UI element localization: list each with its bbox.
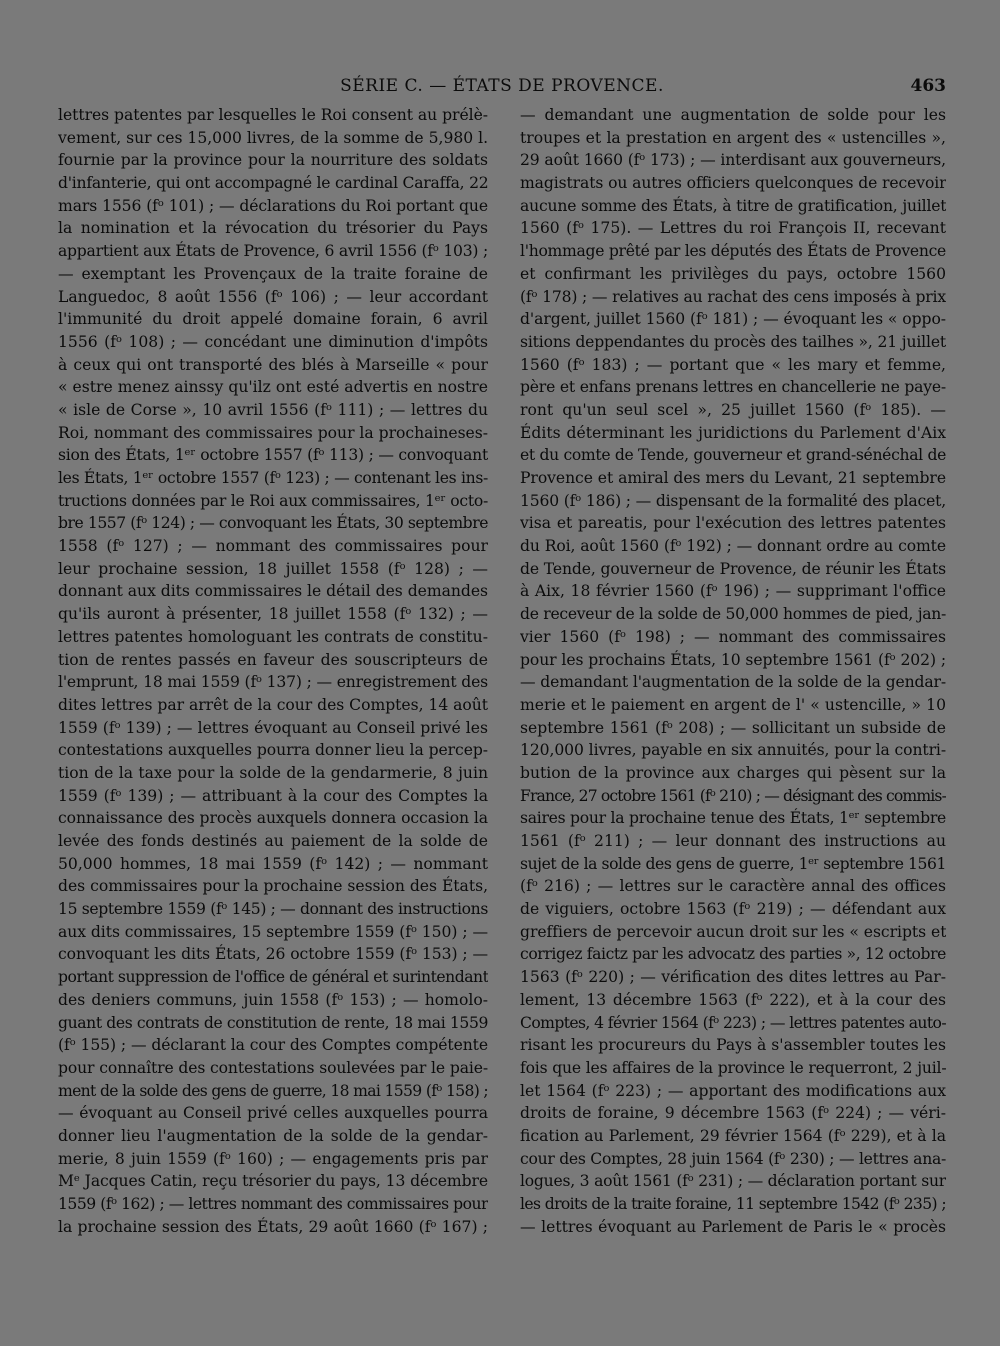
left-text-column [58,104,488,1238]
text-line: 1560 (fᵒ 186) ; — dispensant de la formalité des placet, [520,491,946,510]
text-line: vement, sur ces 15,000 livres, de la somme de 5,980 l. [58,128,488,147]
text-line: Provence et amiral des mers du Levant, 21 septembre [520,469,946,487]
text-line: 1563 (fᵒ 220) ; — vérification des dites lettres au Par- [520,968,946,987]
text-line: fication au Parlement, 29 février 1564 (fᵒ 229), et à la [520,1126,946,1145]
text-line: des deniers communs, juin 1558 (fᵒ 153) ; — homolo- [58,990,488,1009]
text-line: bre 1557 (fᵒ 124) ; — convoquant les États, 30 septembre [58,514,488,533]
text-line: — demandant l'augmentation de la solde de la gendar- [520,673,946,692]
text-line: appartient aux États de Provence, 6 avril 1556 (fᵒ 103) ; [58,242,488,261]
text-line: 1559 (fᵒ 139) ; — attribuant à la cour des Comptes la [58,786,488,805]
text-line: de receveur de la solde de 50,000 hommes de pied, jan- [520,605,946,624]
page-header [58,76,946,100]
text-line: l'emprunt, 18 mai 1559 (fᵒ 137) ; — enregistrement des [58,673,488,692]
text-line: sion des États, 1ᵉʳ octobre 1557 (fᵒ 113) ; — convoquant [58,446,488,465]
text-line: bution de la province aux charges qui pèsent sur la [520,763,946,782]
text-line: du Roi, août 1560 (fᵒ 192) ; — donnant ordre au comte [520,537,946,556]
text-line: à ceux qui ont transporté des blés à Marseille « pour [58,355,488,374]
text-line: septembre 1561 (fᵒ 208) ; — sollicitant un subside de [520,718,946,737]
text-line: aux dits commissaires, 15 septembre 1559 (fᵒ 150) ; — [58,922,488,941]
text-line: d'argent, juillet 1560 (fᵒ 181) ; — évoquant les « oppo- [520,310,946,329]
text-line: « isle de Corse », 10 avril 1556 (fᵒ 111) ; — lettres du [58,400,488,419]
text-line: la prochaine session des États, 29 août 1660 (fᵒ 167) ; [58,1217,488,1236]
column-divider [505,104,506,1244]
text-line: 50,000 hommes, 18 mai 1559 (fᵒ 142) ; — nommant [58,854,488,873]
text-line: lettres patentes par lesquelles le Roi consent au prélè- [58,106,488,124]
text-line: 120,000 livres, payable en six annuités, pour la contri- [520,741,946,760]
text-line: convoquant les dits États, 26 octobre 1559 (fᵒ 153) ; — [58,945,488,964]
text-line: 15 septembre 1559 (fᵒ 145) ; — donnant des instructions [58,900,488,919]
text-line: et du comte de Tende, gouverneur et grand-sénéchal de [520,446,946,465]
text-line: 1560 (fᵒ 183) ; — portant que « les mary et femme, [520,355,946,374]
text-line: contestations auxquelles pourra donner lieu la percep- [58,741,488,760]
text-line: (fᵒ 155) ; — déclarant la cour des Comptes compétente [58,1036,488,1055]
text-line: 1561 (fᵒ 211) ; — leur donnant des instructions au [520,832,946,850]
text-line: Mᵉ Jacques Catin, reçu trésorier du pays, 13 décembre [58,1172,488,1191]
text-line: père et enfans prenans lettres en chancellerie ne paye- [520,378,946,397]
text-line: magistrats ou autres officiers quelconques de recevoir [520,174,946,193]
text-line: fois que les affaires de la province le requerront, 2 juil- [520,1058,946,1077]
text-line: 1560 (fᵒ 175). — Lettres du roi François II, recevant [520,219,946,238]
text-line: — exemptant les Provençaux de la traite foraine de [58,264,488,283]
text-line: ment de la solde des gens de guerre, 18 mai 1559 (fᵒ 158) ; [58,1081,488,1100]
text-line: merie et le paiement en argent de l' « ustencille, » 10 [520,695,946,714]
text-line: levée des fonds destinés au paiement de la solde de [58,832,488,850]
text-line: France, 27 octobre 1561 (fᵒ 210) ; — désignant des commis- [520,786,946,805]
text-line: vier 1560 (fᵒ 198) ; — nommant des commissaires [520,627,946,646]
page-number: 463 [910,76,946,96]
text-line: les droits de la traite foraine, 11 septembre 1542 (fᵒ 235) ; [520,1195,946,1213]
text-line: de Tende, gouverneur de Provence, de réunir les États [520,559,946,578]
text-line: corrigez faictz par les advocatz des parties », 12 octobre [520,945,946,964]
text-line: (fᵒ 216) ; — lettres sur le caractère annal des offices [520,877,946,896]
text-line: à Aix, 18 février 1560 (fᵒ 196) ; — supprimant l'office [520,582,946,601]
text-line: — lettres évoquant au Parlement de Paris le « procès [520,1217,946,1236]
text-line: les États, 1ᵉʳ octobre 1557 (fᵒ 123) ; — contenant les ins- [58,469,488,487]
text-line: « estre menez ainssy qu'ilz ont esté advertis en nostre [58,378,488,397]
text-line: tion de la taxe pour la solde de la gendarmerie, 8 juin [58,763,488,782]
text-line: sitions deppendantes du procès des tailhes », 21 juillet [520,332,946,351]
text-line: 1556 (fᵒ 108) ; — concédant une diminution d'impôts [58,332,488,351]
text-line: Édits déterminant les juridictions du Parlement d'Aix [520,423,946,442]
text-line: saires pour la prochaine tenue des États, 1ᵉʳ septembre [520,809,946,828]
text-line: qu'ils auront à présenter, 18 juillet 1558 (fᵒ 132) ; — [58,605,488,624]
text-line: tructions données par le Roi aux commissaires, 1ᵉʳ octo- [58,491,488,510]
text-line: leur prochaine session, 18 juillet 1558 (fᵒ 128) ; — [58,559,488,578]
running-title: SÉRIE C. — ÉTATS DE PROVENCE. [340,76,664,96]
text-line: lettres patentes homologuant les contrats de constitu- [58,627,488,646]
text-line: guant des contrats de constitution de rente, 18 mai 1559 [58,1013,488,1032]
text-line: pour les prochains États, 10 septembre 1561 (fᵒ 202) ; [520,650,946,669]
text-line: l'immunité du droit appelé domaine forain, 6 avril [58,310,488,329]
text-line: donnant aux dits commissaires le détail des demandes [58,582,488,601]
text-line: Comptes, 4 février 1564 (fᵒ 223) ; — lettres patentes auto- [520,1013,946,1032]
text-line: 29 août 1660 (fᵒ 173) ; — interdisant aux gouverneurs, [520,151,946,170]
text-line: lement, 13 décembre 1563 (fᵒ 222), et à la cour des [520,990,946,1009]
text-line: — demandant une augmentation de solde pour les [520,106,946,124]
text-line: droits de foraine, 9 décembre 1563 (fᵒ 224) ; — véri- [520,1104,946,1123]
text-line: cour des Comptes, 28 juin 1564 (fᵒ 230) ; — lettres ana- [520,1149,946,1168]
text-line: des commissaires pour la prochaine session des États, [58,877,488,896]
text-line: merie, 8 juin 1559 (fᵒ 160) ; — engagements pris par [58,1149,488,1168]
text-line: mars 1556 (fᵒ 101) ; — déclarations du Roi portant que [58,196,488,215]
text-line: (fᵒ 178) ; — relatives au rachat des cens imposés à prix [520,287,946,306]
text-line: Languedoc, 8 août 1556 (fᵒ 106) ; — leur accordant [58,287,488,306]
text-line: logues, 3 août 1561 (fᵒ 231) ; — déclaration portant sur [520,1172,946,1191]
text-line: dites lettres par arrêt de la cour des Comptes, 14 août [58,695,488,714]
text-line: de viguiers, octobre 1563 (fᵒ 219) ; — défendant aux [520,900,946,919]
text-line: 1559 (fᵒ 162) ; — lettres nommant des commissaires pour [58,1195,488,1213]
text-line: greffiers de percevoir aucun droit sur les « escripts et [520,922,946,941]
text-line: ront qu'un seul scel », 25 juillet 1560 (fᵒ 185). — [520,400,946,419]
text-line: la nomination et la révocation du trésorier du Pays [58,219,488,238]
text-line: portant suppression de l'office de général et surintendant [58,968,488,987]
text-line: troupes et la prestation en argent des « ustencilles », [520,128,946,147]
text-line: donner lieu l'augmentation de la solde de la gendar- [58,1126,488,1145]
text-line: 1559 (fᵒ 139) ; — lettres évoquant au Conseil privé les [58,718,488,737]
text-line: connaissance des procès auxquels donnera occasion la [58,809,488,828]
text-line: tion de rentes passés en faveur des souscripteurs de [58,650,488,669]
text-line: Roi, nommant des commissaires pour la prochaineses- [58,423,488,442]
text-line: d'infanterie, qui ont accompagné le cardinal Caraffa, 22 [58,174,488,193]
text-line: pour connaître des contestations soulevées par le paie- [58,1058,488,1077]
text-line: visa et pareatis, pour l'exécution des lettres patentes [520,514,946,533]
text-line: — évoquant au Conseil privé celles auxquelles pourra [58,1104,488,1123]
text-line: 1558 (fᵒ 127) ; — nommant des commissaires pour [58,537,488,556]
right-text-column [520,104,946,1238]
text-line: let 1564 (fᵒ 223) ; — apportant des modifications aux [520,1081,946,1100]
text-line: fournie par la province pour la nourriture des soldats [58,151,488,170]
text-line: risant les procureurs du Pays à s'assembler toutes les [520,1036,946,1055]
text-line: et confirmant les privilèges du pays, octobre 1560 [520,264,946,283]
text-line: aucune somme des États, à titre de gratification, juillet [520,196,946,215]
text-line: l'hommage prêté par les députés des États de Provence [520,242,946,261]
text-line: sujet de la solde des gens de guerre, 1ᵉʳ septembre 1561 [520,854,946,873]
